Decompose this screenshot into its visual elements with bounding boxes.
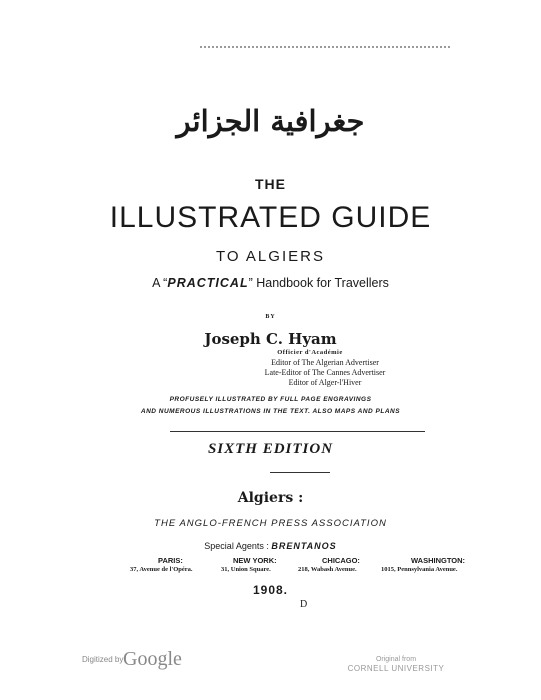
arabic-script-title: جغرافية الجزائر — [176, 104, 365, 138]
illustration-note-line: PROFUSELY ILLUSTRATED BY FULL PAGE ENGRAVINGS — [169, 396, 372, 403]
author-roles — [240, 358, 410, 388]
office-city-washington: WASHINGTON: — [411, 556, 466, 565]
top-dotted-line — [200, 46, 450, 48]
title-the: THE — [255, 176, 286, 192]
handwritten-mark: D — [300, 599, 308, 610]
special-agents — [0, 541, 541, 551]
office-address-chicago: 218, Wabash Avenue. — [298, 566, 357, 573]
office-city-newyork: NEW YORK: — [233, 556, 277, 565]
illustration-note-line: AND NUMEROUS ILLUSTRATIONS IN THE TEXT. ALSO MAPS AND PLANS — [140, 408, 401, 415]
agents-label: Special Agents : — [204, 541, 272, 551]
handbook-line — [0, 276, 541, 290]
handbook-prefix: A “ — [152, 276, 168, 290]
office-city-paris: PARIS: — [158, 556, 183, 565]
role-line: Editor of The Algerian Advertiser — [271, 358, 379, 367]
subtitle: TO ALGIERS — [216, 248, 325, 265]
handbook-emphasis: PRACTICAL — [167, 276, 249, 290]
illustration-note — [0, 394, 541, 418]
role-line: Late-Editor of The Cannes Advertiser — [264, 368, 386, 377]
office-address-paris: 37, Avenue de l'Opéra. — [130, 566, 193, 573]
edition-label: SIXTH EDITION — [207, 441, 334, 457]
author-name: Joseph C. Hyam — [204, 330, 337, 348]
role-line: Editor of Alger-l'Hiver — [288, 378, 362, 387]
original-from-label: Original from — [375, 656, 417, 663]
divider-rule — [170, 431, 425, 432]
handbook-suffix: ” Handbook for Travellers — [248, 276, 389, 290]
digitized-by-label: Digitized by — [82, 655, 124, 664]
imprint-city: Algiers : — [237, 490, 304, 506]
publisher-name: THE ANGLO-FRENCH PRESS ASSOCIATION — [154, 518, 387, 529]
author-honor: Officier d'Académie — [277, 349, 343, 356]
google-logo: Google — [123, 648, 182, 670]
publication-year: 1908. — [252, 583, 289, 597]
by-label: BY — [265, 314, 276, 320]
library-name: CORNELL UNIVERSITY — [347, 664, 445, 673]
short-divider-rule — [270, 472, 330, 473]
office-address-washington: 1015, Pennsylvania Avenue. — [381, 566, 458, 573]
main-title: ILLUSTRATED GUIDE — [109, 201, 432, 234]
office-address-newyork: 31, Union Square. — [221, 566, 271, 573]
office-city-chicago: CHICAGO: — [322, 556, 360, 565]
agents-name: BRENTANOS — [271, 541, 337, 551]
